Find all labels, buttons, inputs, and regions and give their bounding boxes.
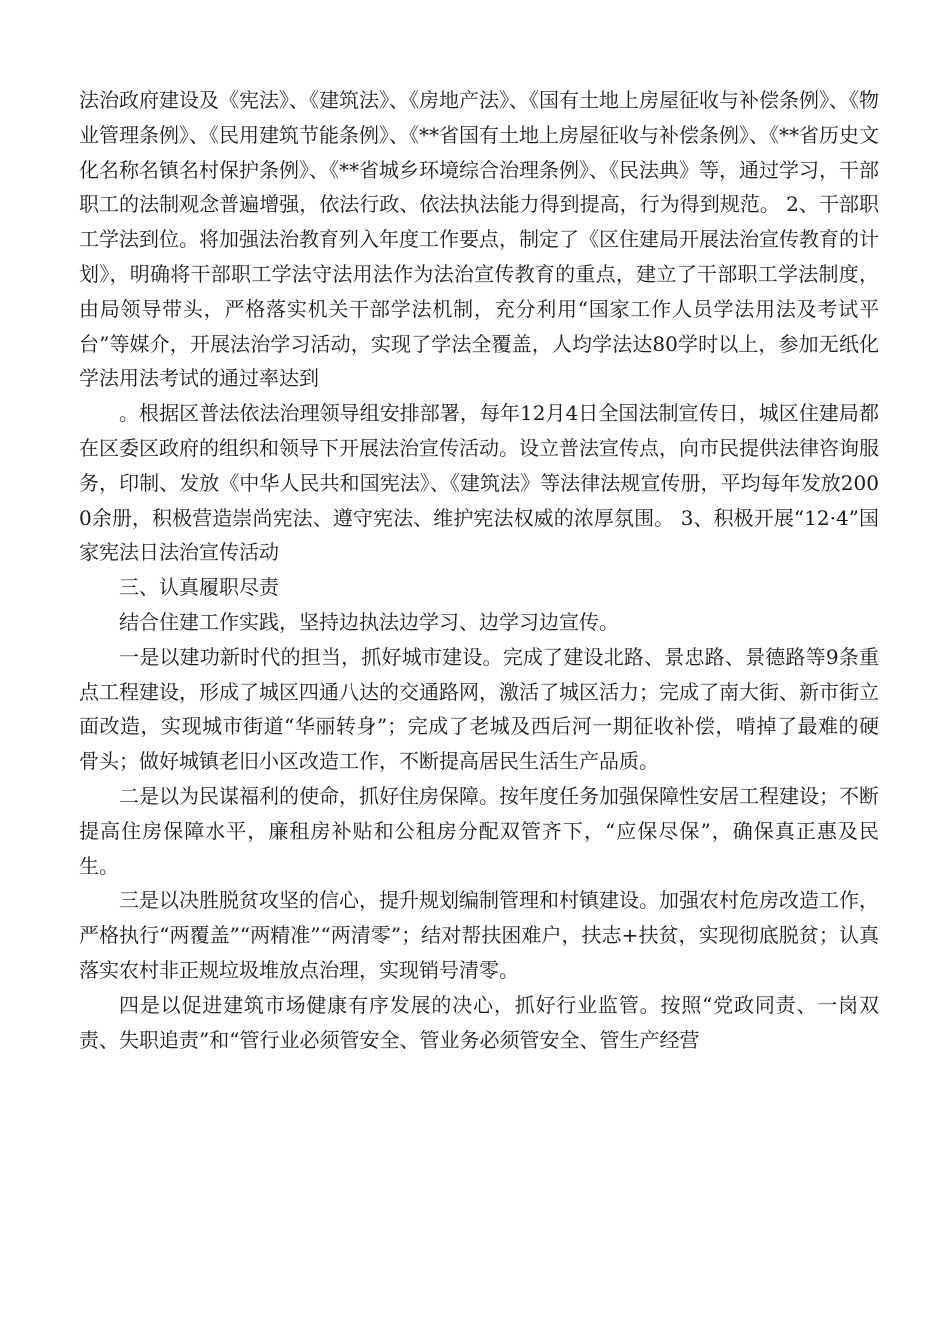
paragraph-practice: 结合住建工作实践，坚持边执法边学习、边学习边宣传。: [119, 609, 619, 634]
section-heading-duties: 三、认真履职尽责: [119, 575, 279, 600]
paragraph-housing-security: 二是以为民谋福利的使命，抓好住房保障。按年度任务加强保障性安居工程建设；不断提高住房保障水平，廉租房补贴和公租房分配双管齐下，“应保尽保”，确保真正惠及民生。: [79, 783, 879, 878]
paragraph-industry-supervision: 四是以促进建筑市场健康有序发展的决心，抓好行业监管。按照“党政同责、一岗双责、失职追责”和“管行业必须管安全、管业务必须管安全、管生产经营: [79, 992, 879, 1052]
document-page: [79, 83, 879, 1057]
paragraph-law-study: 法治政府建设及《宪法》、《建筑法》、《房地产法》、《国有土地上房屋征收与补偿条例》、《物业管理条例》、《民用建筑节能条例》、《**省国有土地上房屋征收与补偿条例》、《**省历史文化名称名镇名村保护条例》、《**省城乡环境综合治理条例》、《民法典》等，通过学习，干部职工的法制观念普遍增强，依法行政、依法执法能力得到提高，行为得到规范。 2、干部职工学法到位。将加强法治教育列入年度工作要点，制定了《区住建局开展法治宣传教育的计划》，明确将干部职工学法守法用法作为法治宣传教育的重点，建立了干部职工学法制度，由局领导带头，严格落实机关干部学法机制，充分利用“国家工作人员学法用法及考试平台”等媒介，开展法治学习活动，实现了学法全覆盖，人均学法达80学时以上，参加无纸化学法用法考试的通过率达到: [79, 88, 879, 391]
paragraph-city-construction: 一是以建功新时代的担当，抓好城市建设。完成了建设北路、景忠路、景德路等9条重点工程建设，形成了城区四通八达的交通路网，激活了城区活力；完成了南大街、新市街立面改造，实现城市街道“华丽转身”；完成了老城及西后河一期征收补偿，啃掉了最难的硬骨头；做好城镇老旧小区改造工作，不断提高居民生活生产品质。: [79, 644, 879, 774]
paragraph-poverty-alleviation: 三是以决胜脱贫攻坚的信心，提升规划编制管理和村镇建设。加强农村危房改造工作，严格执行“两覆盖”“两精准”“两清零”；结对帮扶困难户，扶志+扶贫，实现彻底脱贫；认真落实农村非正规垃圾堆放点治理，实现销号清零。: [79, 888, 879, 982]
paragraph-law-publicity: 。根据区普法依法治理领导组安排部署，每年12月4日全国法制宣传日，城区住建局都在区委区政府的组织和领导下开展法治宣传活动。设立普法宣传点，向市民提供法律咨询服务，印制、发放《中华人民共和国宪法》、《建筑法》等法律法规宣传册，平均每年发放2000余册，积极营造崇尚宪法、遵守宪法、维护宪法权威的浓厚氛围。 3、积极开展“12·4”国家宪法日法治宣传活动: [79, 401, 879, 565]
